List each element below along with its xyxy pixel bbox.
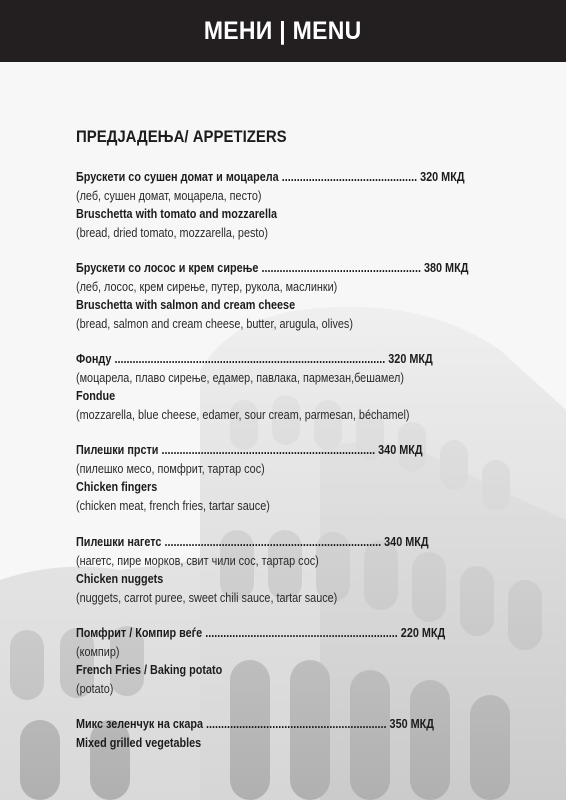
- menu-item: [76, 533, 492, 607]
- menu-item-description-mk: (моцарела, плаво сирење, едамер, павлака, пармезан,бешамел): [76, 370, 404, 385]
- menu-item-description-mk: (леб, сушен домат, моцарела, песто): [76, 188, 262, 203]
- menu-item-dot-leader: .....................................................: [261, 261, 421, 275]
- menu-item-title-row: [76, 441, 492, 460]
- menu-item: [76, 168, 492, 242]
- menu-item-description-en: (bread, dried tomato, mozzarella, pesto): [76, 225, 269, 240]
- menu-item-name-mk: Фонду: [76, 352, 112, 366]
- menu-item-description-en: (potato): [76, 681, 114, 696]
- menu-item-title-row: [76, 168, 492, 187]
- menu-item-price: 320 МКД: [420, 170, 465, 184]
- menu-item-name-en: Chicken nuggets: [76, 572, 164, 586]
- menu-item-name-mk: Пилешки прсти: [76, 443, 159, 457]
- menu-item: [76, 350, 492, 424]
- menu-item-name-mk: Пилешки нагетс: [76, 535, 162, 549]
- menu-item-price: 340 МКД: [384, 535, 429, 549]
- menu-item-dot-leader: .............................................: [281, 170, 418, 184]
- menu-item-description-mk: (нагетс, пире морков, свит чили сос, тартар сос): [76, 553, 319, 568]
- menu-item-name-mk: Брускети со лосос и крем сирење: [76, 261, 259, 275]
- menu-item-name-mk: Брускети со сушен домат и моцарела: [76, 170, 279, 184]
- menu-header: [0, 0, 566, 62]
- menu-item-name-en: Bruschetta with tomato and mozzarella: [76, 207, 278, 221]
- menu-item-dot-leader: ..........................................................................................: [114, 352, 386, 366]
- menu-item-title-row: [76, 624, 492, 643]
- menu-item-description-en: (nuggets, carrot puree, sweet chili sauce, tartar sauce): [76, 590, 338, 605]
- menu-item-dot-leader: ............................................................: [205, 717, 387, 731]
- menu-item-description-mk: (пилешко месо, помфрит, тартар сос): [76, 461, 265, 476]
- menu-item-title-row: [76, 350, 492, 369]
- menu-item-name-en: Mixed grilled vegetables: [76, 735, 202, 750]
- menu-item-name-en: French Fries / Baking potato: [76, 663, 223, 677]
- menu-item-dot-leader: ........................................................................: [164, 535, 382, 549]
- menu-item-name-mk: Помфрит / Компир веѓе: [76, 626, 203, 640]
- menu-item-dot-leader: .......................................................................: [161, 443, 376, 457]
- menu-item-name-en: Fondue: [76, 389, 116, 403]
- menu-item: [76, 715, 492, 752]
- menu-item-name-en: Chicken fingers: [76, 480, 158, 494]
- menu-item-price: 350 МКД: [389, 717, 434, 731]
- menu-item-name-en: Bruschetta with salmon and cream cheese: [76, 298, 296, 312]
- menu-item-description-en: (bread, salmon and cream cheese, butter, arugula, olives): [76, 316, 353, 331]
- menu-item-description-mk: (компир): [76, 644, 120, 659]
- menu-item-price: 380 МКД: [423, 261, 469, 275]
- menu-item-price: 220 МКД: [400, 626, 446, 640]
- menu-item-price: 320 МКД: [388, 352, 433, 366]
- menu-item: [76, 259, 492, 333]
- section-title-appetizers: ПРЕДЈАДЕЊА/ APPETIZERS: [76, 127, 287, 146]
- menu-item-dot-leader: ................................................................: [205, 626, 398, 640]
- menu-item-description-mk: (леб, лосос, крем сирење, путер, рукола, маслинки): [76, 279, 338, 294]
- menu-item-description-en: (chicken meat, french fries, tartar sauce): [76, 498, 270, 513]
- menu-item-price: 340 МКД: [378, 443, 423, 457]
- menu-item-name-mk: Микс зеленчук на скара: [76, 717, 203, 731]
- menu-item: [76, 441, 492, 515]
- menu-item-title-row: [76, 259, 492, 278]
- menu-item: [76, 624, 492, 698]
- menu-item-description-en: (mozzarella, blue cheese, edamer, sour cream, parmesan, béchamel): [76, 407, 410, 422]
- menu-item-title-row: [76, 533, 492, 552]
- menu-title: МЕНИ | MENU: [204, 16, 362, 45]
- menu-item-title-row: [76, 715, 492, 734]
